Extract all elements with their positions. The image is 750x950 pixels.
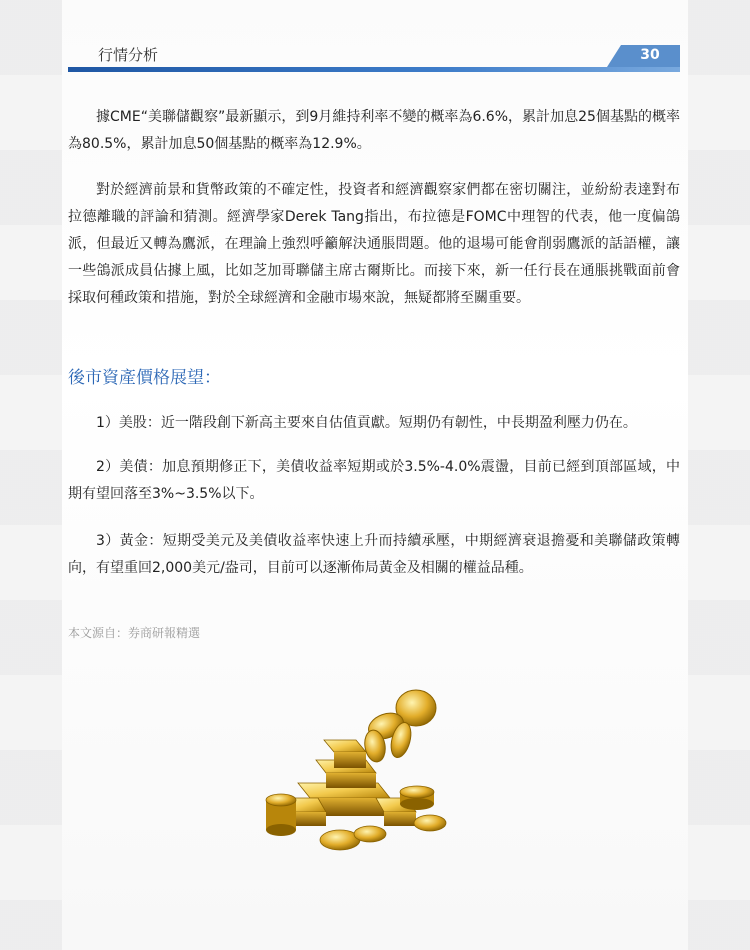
paragraph-policy-uncertainty: 對於經濟前景和貨幣政策的不確定性，投資者和經濟觀察家們都在密切關注，並紛紛表達對布拉德離職的評論和猜測。經濟學家Derek Tang指出，布拉德是FOMC中理智的代表，他一度偏鴿派，但最近又轉為鷹派，在理論上強烈呼籲解決通脹問題。他的退場可能會削弱鷹派的話語權，讓一些鴿派成員佔據上風，比如芝加哥聯儲主席古爾斯比。而接下來，新一任行長在通脹挑戰面前會採取何種政策和措施，對於全球經濟和金融市場來說，無疑都將至關重要。: [68, 182, 680, 306]
source-note: 本文源自：券商研報精選: [68, 626, 201, 640]
outlook-item-us-bonds: 2）美債：加息預期修正下，美債收益率短期或於3.5%-4.0%震盪，目前已經到頂部區域，中期有望回落至3%~3.5%以下。: [68, 459, 680, 502]
outlook-item-gold: 3）黃金：短期受美元及美債收益率快速上升而持續承壓，中期經濟衰退擔憂和美聯儲政策轉向，有望重回2,000美元/盎司，目前可以逐漸佈局黃金及相關的權益品種。: [68, 533, 680, 576]
outlook-heading: 後市資產價格展望：: [68, 368, 221, 388]
outlook-item-us-stocks: 1）美股：近一階段創下新高主要來自估值貢獻。短期仍有韌性，中長期盈利壓力仍在。: [96, 415, 637, 431]
page-number: 30: [640, 47, 660, 63]
gold-bars-and-coins-icon: [258, 688, 458, 858]
paragraph-fed-watch: 據CME“美聯儲觀察”最新顯示，到9月維持利率不變的概率為6.6%，累計加息25個基點的概率為80.5%，累計加息50個基點的概率為12.9%。: [68, 109, 680, 152]
section-title: 行情分析: [98, 46, 159, 64]
header-rule: [68, 67, 680, 72]
